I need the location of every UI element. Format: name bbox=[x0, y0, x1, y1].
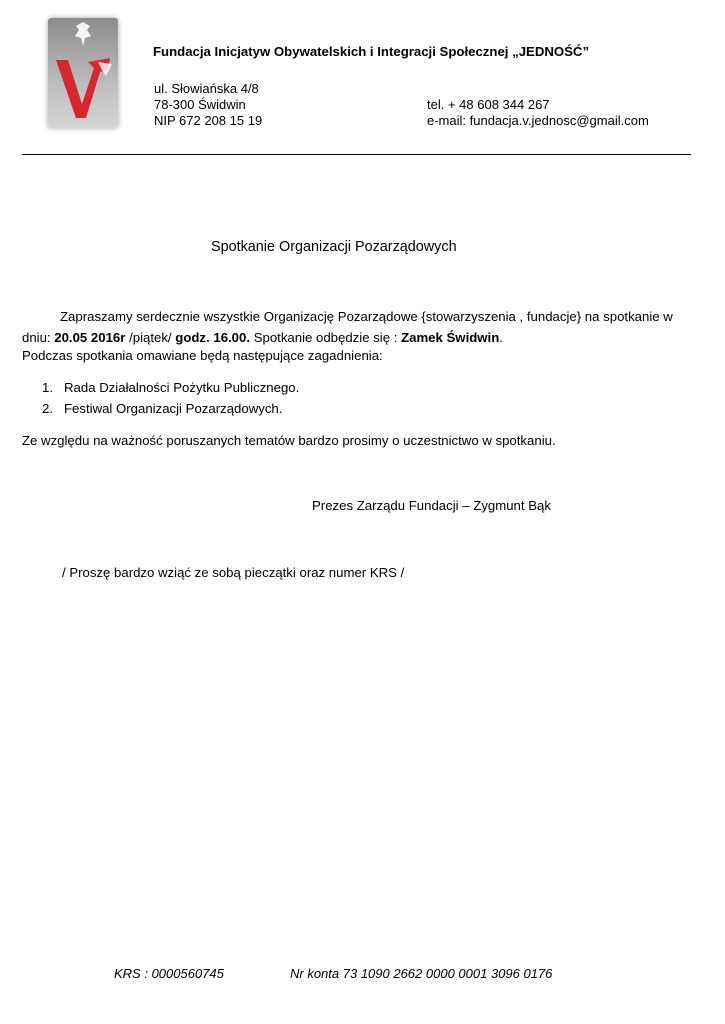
intro-text-1: Zapraszamy serdecznie wszystkie Organizację Pozarządowe {stowarzyszenia , fundacje} na spotkanie w dniu: bbox=[22, 309, 673, 345]
address-street: ul. Słowiańska 4/8 bbox=[154, 81, 259, 96]
logo-v-emblem-icon bbox=[48, 18, 118, 128]
list-item-number: 1. bbox=[42, 380, 53, 395]
list-item bbox=[42, 401, 282, 416]
invitation-paragraph bbox=[22, 306, 682, 348]
meeting-time: godz. 16.00. bbox=[175, 330, 251, 345]
topics-intro: Podczas spotkania omawiane będą następujące zagadnienia: bbox=[22, 348, 383, 363]
list-item-number: 2. bbox=[42, 401, 53, 416]
tax-id: NIP 672 208 15 19 bbox=[154, 113, 263, 128]
meeting-date: 20.05 2016r bbox=[54, 330, 126, 345]
intro-text-3: Spotkanie odbędzie się : bbox=[250, 330, 402, 345]
header-divider bbox=[22, 154, 691, 155]
krs-number: KRS : 0000560745 bbox=[114, 966, 224, 981]
meeting-place: Zamek Świdwin bbox=[401, 330, 500, 345]
email-address: e-mail: fundacja.v.jednosc@gmail.com bbox=[427, 113, 649, 128]
intro-text-4: . bbox=[499, 330, 503, 345]
list-item-text: Festiwal Organizacji Pozarządowych. bbox=[64, 401, 283, 416]
address-city: 78-300 Świdwin bbox=[154, 97, 246, 112]
document-title: Spotkanie Organizacji Pozarządowych bbox=[211, 239, 457, 255]
list-item bbox=[42, 380, 299, 395]
signature: Prezes Zarządu Fundacji – Zygmunt Bąk bbox=[312, 498, 551, 513]
request-text: Ze względu na ważność poruszanych tematów bardzo prosimy o uczestnictwo w spotkaniu. bbox=[22, 433, 556, 448]
phone-number: tel. + 48 608 344 267 bbox=[427, 97, 550, 112]
organization-name: Fundacja Inicjatyw Obywatelskich i Integracji Społecznej „JEDNOŚĆ” bbox=[153, 44, 590, 59]
bank-account: Nr konta 73 1090 2662 0000 0001 3096 0176 bbox=[290, 966, 553, 981]
intro-text-2: /piątek/ bbox=[125, 330, 176, 345]
list-item-text: Rada Działalności Pożytku Publicznego. bbox=[64, 380, 300, 395]
foundation-logo bbox=[48, 18, 118, 128]
note-text: / Proszę bardzo wziąć ze sobą pieczątki oraz numer KRS / bbox=[62, 565, 405, 580]
